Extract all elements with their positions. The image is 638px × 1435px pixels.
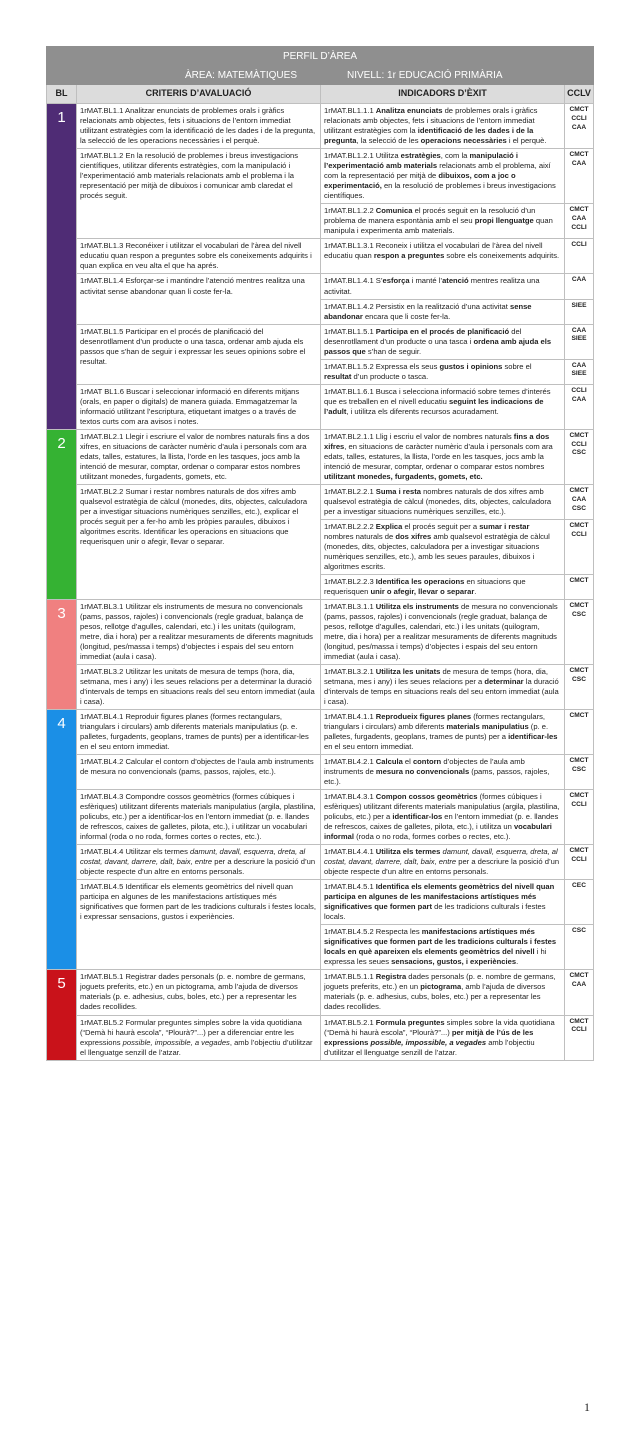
competence-cell: CMCT <box>565 574 594 599</box>
competence-cell: CMCT CSC <box>565 599 594 664</box>
criterion-cell: 1rMAT.BL4.2 Calcular el contorn d’objectes de l’aula amb instruments de mesura no convencionals (pams, passos, rajoles, etc.). <box>77 755 321 790</box>
indicator-cell: 1rMAT.BL5.1.1 Registra dades personals (p. e. nombre de germans, joguets preferits, etc.) en un pictograma, amb l’ajuda de diversos materials (p. e. adhesius, cubs, boles, etc.) per a representar les dades recollides. <box>321 970 565 1015</box>
indicator-cell: 1rMAT.BL2.2.1 Suma i resta nombres naturals de dos xifres amb qualsevol estratègia de càlcul (monedes, dits, objectes, calculadora per a investigar situacions numèriques senzilles, etc.). <box>321 484 565 519</box>
block-number-cell: 2 <box>47 429 77 599</box>
block-number-cell: 1 <box>47 104 77 429</box>
criterion-cell: 1rMAT.BL1.2 En la resolució de problemes i breus investigacions científiques, utilitzar diferents estratègies, com la manipulació i l’experimentació amb materials relacionats amb el problema i la representació per mitjà de dibuixos i comunicar amb claredat el procés seguit. <box>77 149 321 239</box>
indicator-cell: 1rMAT.BL4.1.1 Reprodueix figures planes (formes rectangulars, triangulars i circulars) amb diferents materials manipulatius (p. e. palletes, furgadents, geoplans, trames de punts) per a identificar-les en el seu entorn immediat. <box>321 710 565 755</box>
competence-cell: CMCT CAA <box>565 970 594 1015</box>
competence-cell: CMCT CCLI CAA <box>565 104 594 149</box>
table-row <box>47 384 594 429</box>
criterion-cell: 1rMAT.BL1.4 Esforçar-se i mantindre l’atenció mentres realitza una activitat sense abandonar quan li coste fer-la. <box>77 274 321 324</box>
indicator-cell: 1rMAT.BL2.1.1 Llig i escriu el valor de nombres naturals fins a dos xifres, en situacions de caràcter numèric d’aula i personals com ara edats, talles, estatures, la llista, l’orde en les tasques, jocs amb la intenció de mesurar, comptar, ordenar o comparar estos nombres utilitzant monedes, furgadents, gomets, etc. <box>321 429 565 484</box>
criterion-cell: 1rMAT.BL4.1 Reproduir figures planes (formes rectangulars, triangulars i circulars) amb diferents materials manipulatius (p. e. palletes, furgadents, geoplans, trames de punts) per a identificar-les en el seu entorn immediat. <box>77 710 321 755</box>
page-title: PERFIL D’ÀREA <box>47 47 594 67</box>
table-row <box>47 1015 594 1060</box>
table-row <box>47 845 594 880</box>
indicator-cell: 1rMAT.BL4.4.1 Utilitza els termes damunt, davall, esquerra, dreta, al costat, davant, darrere, dalt, baix, entre per a descriure la posició d’un objecte respecte d’un altre en entorns personals. <box>321 845 565 880</box>
block-number-cell: 5 <box>47 970 77 1060</box>
indicator-cell: 1rMAT.BL2.2.2 Explica el procés seguit per a sumar i restar nombres naturals de dos xifres amb qualsevol estratègia de càlcul (monedes, dits, objectes, calculadora per a investigar situacions numèriques senzilles, etc.), amb les seues paraules, dibuixos i algoritmes escrits. <box>321 519 565 574</box>
table-row <box>47 324 594 359</box>
competence-cell: CMCT CAA <box>565 149 594 204</box>
table-row <box>47 755 594 790</box>
criterion-cell: 1rMAT.BL1.1 Analitzar enunciats de problemes orals i gràfics relacionats amb objectes, fets i situacions de l’entorn immediat utilitzant estratègies com la identificació de les dades i de la pregunta, la selecció de les operacions necessàries i el perquè. <box>77 104 321 149</box>
criterion-cell: 1rMAT.BL2.1 Llegir i escriure el valor de nombres naturals fins a dos xifres, en situacions de caràcter numèric d’aula i personals com ara edats, talles, estatures, la llista, l’orde en les tasques, jocs amb la intenció de mesurar, comptar, ordenar o comparar estos nombres utilitzant monedes, furgadents, gomets, etc. <box>77 429 321 484</box>
table-row <box>47 665 594 710</box>
competence-cell: CCLI <box>565 239 594 274</box>
indicator-cell: 1rMAT.BL1.4.1 S’esforça i manté l’atenció mentres realitza una activitat. <box>321 274 565 299</box>
area-label: ÀREA: MATEMÀTIQUES <box>184 70 297 82</box>
competence-cell: CSC <box>565 925 594 970</box>
table-row <box>47 149 594 204</box>
indicator-cell: 1rMAT.BL1.2.1 Utilitza estratègies, com la manipulació i l’experimentació amb materials relacionats amb el problema, així com la representació per mitjà de dibuixos, com a joc o experimentació, en la resolució de problemes i breus investigacions científiques. <box>321 149 565 204</box>
competence-cell: CMCT <box>565 710 594 755</box>
column-header-indicadors: INDICADORS D’ÈXIT <box>321 85 565 104</box>
competence-cell: CMCT CCLI CSC <box>565 429 594 484</box>
table-row <box>47 790 594 845</box>
competence-cell: CMCT CAA CCLI <box>565 204 594 239</box>
indicator-cell: 1rMAT.BL1.1.1 Analitza enunciats de problemes orals i gràfics relacionats amb objectes, fets i situacions de l’entorn immediat utilitzant estratègies com la identificació de les dades i de la pregunta, la selecció de les operacions necessàries i el perquè. <box>321 104 565 149</box>
indicator-cell: 1rMAT.BL3.2.1 Utilitza les unitats de mesura de temps (hora, dia, setmana, mes i any) i les seues relacions per a determinar la duració d’intervals de temps en situacions reals del seu entorn immediat (aula i casa). <box>321 665 565 710</box>
indicator-cell: 1rMAT.BL4.2.1 Calcula el contorn d’objectes de l’aula amb instruments de mesura no convencionals (pams, passos, rajoles, etc.). <box>321 755 565 790</box>
indicator-cell: 1rMAT.BL1.5.1 Participa en el procés de planificació del desenrotllament d’un producte o una tasca i ordena amb ajuda els passos que s’han de seguir. <box>321 324 565 359</box>
indicator-cell: 1rMAT.BL5.2.1 Formula preguntes simples sobre la vida quotidiana (“Demà hi haurà escola”, “Plourà?”...) per mitjà de l’ús de les expressions possible, impossible, a vegades amb l’objectiu d’utilitzar el llenguatge senzill de l’atzar. <box>321 1015 565 1060</box>
block-number-cell: 3 <box>47 599 77 709</box>
column-header-criteris: CRITERIS D’AVALUACIÓ <box>77 85 321 104</box>
competence-cell: CEC <box>565 880 594 925</box>
table-row <box>47 104 594 149</box>
criterion-cell: 1rMAT.BL4.3 Compondre cossos geomètrics (formes cúbiques i esfèriques) utilitzant diferents materials manipulatius (argila, plastilina, policubs, etc.) per a identificar-los en l’entorn immediat (p. e. llandes de refrescos, caixes de galletes, pilota, etc.), i utilitzar un vocabulari informal (roda o no roda, formes cortes o rectes, etc.). <box>77 790 321 845</box>
table-row <box>47 274 594 299</box>
competence-cell: CAA <box>565 274 594 299</box>
page-number: 1 <box>584 1400 590 1414</box>
competence-cell: SIEE <box>565 299 594 324</box>
column-header-row <box>47 85 594 104</box>
indicator-cell: 1rMAT.BL4.5.1 Identifica els elements geomètrics del nivell quan participa en algunes de les manifestacions artístiques més significatives que formen part de les tradicions culturals i festes locals. <box>321 880 565 925</box>
criterion-cell: 1rMAT.BL1.3 Reconéixer i utilitzar el vocabulari de l’àrea del nivell educatiu quan respon a preguntes sobre els coneixements adquirits i quan explica en veu alta el que ha aprés. <box>77 239 321 274</box>
competence-cell: CAA SIEE <box>565 324 594 359</box>
table-row <box>47 710 594 755</box>
criterion-cell: 1rMAT.BL3.1 Utilitzar els instruments de mesura no convencionals (pams, passos, rajoles) i convencionals (regle graduat, balança de pesos, rellotge d’agulles, calendari, etc.) i les unitats (quilogram, metre, dia i hora) per a realitzar mesuraments de diferents magnituds (longitud, pes/massa i temps) d’objectes i espais del seu entorn immediat (aula i casa). <box>77 599 321 664</box>
competence-cell: CMCT CCLI <box>565 519 594 574</box>
competence-cell: CMCT CCLI <box>565 790 594 845</box>
level-label: NIVELL: 1r EDUCACIÓ PRIMÀRIA <box>347 70 503 82</box>
competence-cell: CMCT CSC <box>565 665 594 710</box>
criterion-cell: 1rMAT.BL4.4 Utilitzar els termes damunt, davall, esquerra, dreta, al costat, davant, darrere, dalt, baix, entre per a descriure la posició d’un objecte respecte d’un altre en entorns personals. <box>77 845 321 880</box>
profile-table <box>46 46 594 1061</box>
criterion-cell: 1rMAT.BL3.2 Utilitzar les unitats de mesura de temps (hora, dia, setmana, mes i any) i les seues relacions per a determinar la duració d’intervals de temps en situacions reals del seu entorn immediat (aula i casa). <box>77 665 321 710</box>
profile-document <box>46 46 593 1061</box>
indicator-cell: 1rMAT.BL1.4.2 Persistix en la realització d’una activitat sense abandonar encara que li coste fer-la. <box>321 299 565 324</box>
table-row <box>47 880 594 925</box>
header-area-row <box>47 67 594 85</box>
table-row <box>47 599 594 664</box>
competence-cell: CCLI CAA <box>565 384 594 429</box>
criterion-cell: 1rMAT.BL5.2 Formular preguntes simples sobre la vida quotidiana (“Demà hi haurà escola”, “Plourà?”...) per a diferenciar entre les expressions possible, impossible, a vegades, amb l’objectiu d’utilitzar el llenguatge senzill de l’atzar. <box>77 1015 321 1060</box>
header-title-row <box>47 47 594 67</box>
table-row <box>47 429 594 484</box>
criterion-cell: 1rMAT.BL4.5 Identificar els elements geomètrics del nivell quan participa en algunes de les manifestacions artístiques més significatives que formen part de les tradicions culturals i festes locals, i expressar sensacions, gustos i experiències. <box>77 880 321 970</box>
indicator-cell: 1rMAT.BL1.6.1 Busca i selecciona informació sobre temes d’interés que es treballen en el nivell educatiu seguint les indicacions de l’adult, i utilitza els diferents recursos acuradament. <box>321 384 565 429</box>
indicator-cell: 1rMAT.BL1.3.1 Reconeix i utilitza el vocabulari de l’àrea del nivell educatiu quan respon a preguntes sobre els coneixements adquirits. <box>321 239 565 274</box>
column-header-cclv: CCLV <box>565 85 594 104</box>
table-row <box>47 970 594 1015</box>
table-row <box>47 484 594 519</box>
indicator-cell: 1rMAT.BL3.1.1 Utilitza els instruments de mesura no convencionals (pams, passos, rajoles) i convencionals (regle graduat, balança de pesos, rellotge d’agulles, calendari, etc.) i les unitats (quilogram, metre, dia i hora) per a realitzar mesuraments de diferents magnituds (longitud, pes/massa i temps) d’objectes i espais del seu entorn immediat (aula i casa). <box>321 599 565 664</box>
indicator-cell: 1rMAT.BL1.2.2 Comunica el procés seguit en la resolució d’un problema de manera espontània amb el seu propi llenguatge quan manipula i experimenta amb materials. <box>321 204 565 239</box>
competence-cell: CMCT CSC <box>565 755 594 790</box>
competence-cell: CMCT CCLI <box>565 1015 594 1060</box>
competence-cell: CAA SIEE <box>565 359 594 384</box>
criterion-cell: 1rMAT BL1.6 Buscar i seleccionar informació en diferents mitjans (orals, en paper o digitals) de manera guiada. Emmagatzemar la informació utilitzant l’escriptura, etiquetant imatges o a través de textos curts com ara avisos i notes. <box>77 384 321 429</box>
table-row <box>47 239 594 274</box>
block-number-cell: 4 <box>47 710 77 970</box>
indicator-cell: 1rMAT.BL2.2.3 Identifica les operacions en situacions que requerisquen unir o afegir, llevar o separar. <box>321 574 565 599</box>
criterion-cell: 1rMAT.BL5.1 Registrar dades personals (p. e. nombre de germans, joguets preferits, etc.) en un pictograma, amb l’ajuda de diversos materials (p. e. adhesius, cubs, boles, etc.) per a representar les dades recollides. <box>77 970 321 1015</box>
indicator-cell: 1rMAT.BL1.5.2 Expressa els seus gustos i opinions sobre el resultat d’un producte o tasca. <box>321 359 565 384</box>
indicator-cell: 1rMAT.BL4.3.1 Compon cossos geomètrics (formes cúbiques i esfèriques) utilitzant diferents materials manipulatius (argila, plastilina, policubs, etc.) per a identificar-los en l’entorn immediat (p. e. llandes de refrescos, caixes de galletes, pilota, etc.), i utilitza un vocabulari informal (roda o no roda, formes corbes o rectes, etc.). <box>321 790 565 845</box>
indicator-cell: 1rMAT.BL4.5.2 Respecta les manifestacions artístiques més significatives que formen part de les tradicions culturals i festes locals en què apareixen els elements geomètrics del nivell i hi expressa les seues sensacions, gustos, i experiències. <box>321 925 565 970</box>
criterion-cell: 1rMAT.BL1.5 Participar en el procés de planificació del desenrotllament d’un producte o una tasca, ordenar amb ajuda els passos que s’han de seguir i expressar les seues opinions sobre el resultat. <box>77 324 321 384</box>
competence-cell: CMCT CAA CSC <box>565 484 594 519</box>
criterion-cell: 1rMAT.BL2.2 Sumar i restar nombres naturals de dos xifres amb qualsevol estratègia de càlcul (monedes, dits, objectes, calculadora per a investigar situacions numèriques senzilles, etc.), explicar el procés seguit per a fer-ho amb les pròpies paraules, dibuixos i algoritmes escrits. Identificar les operacions en situacions que requerisquen unir o afegir, llevar o separar. <box>77 484 321 599</box>
competence-cell: CMCT CCLI <box>565 845 594 880</box>
column-header-bl: BL <box>47 85 77 104</box>
